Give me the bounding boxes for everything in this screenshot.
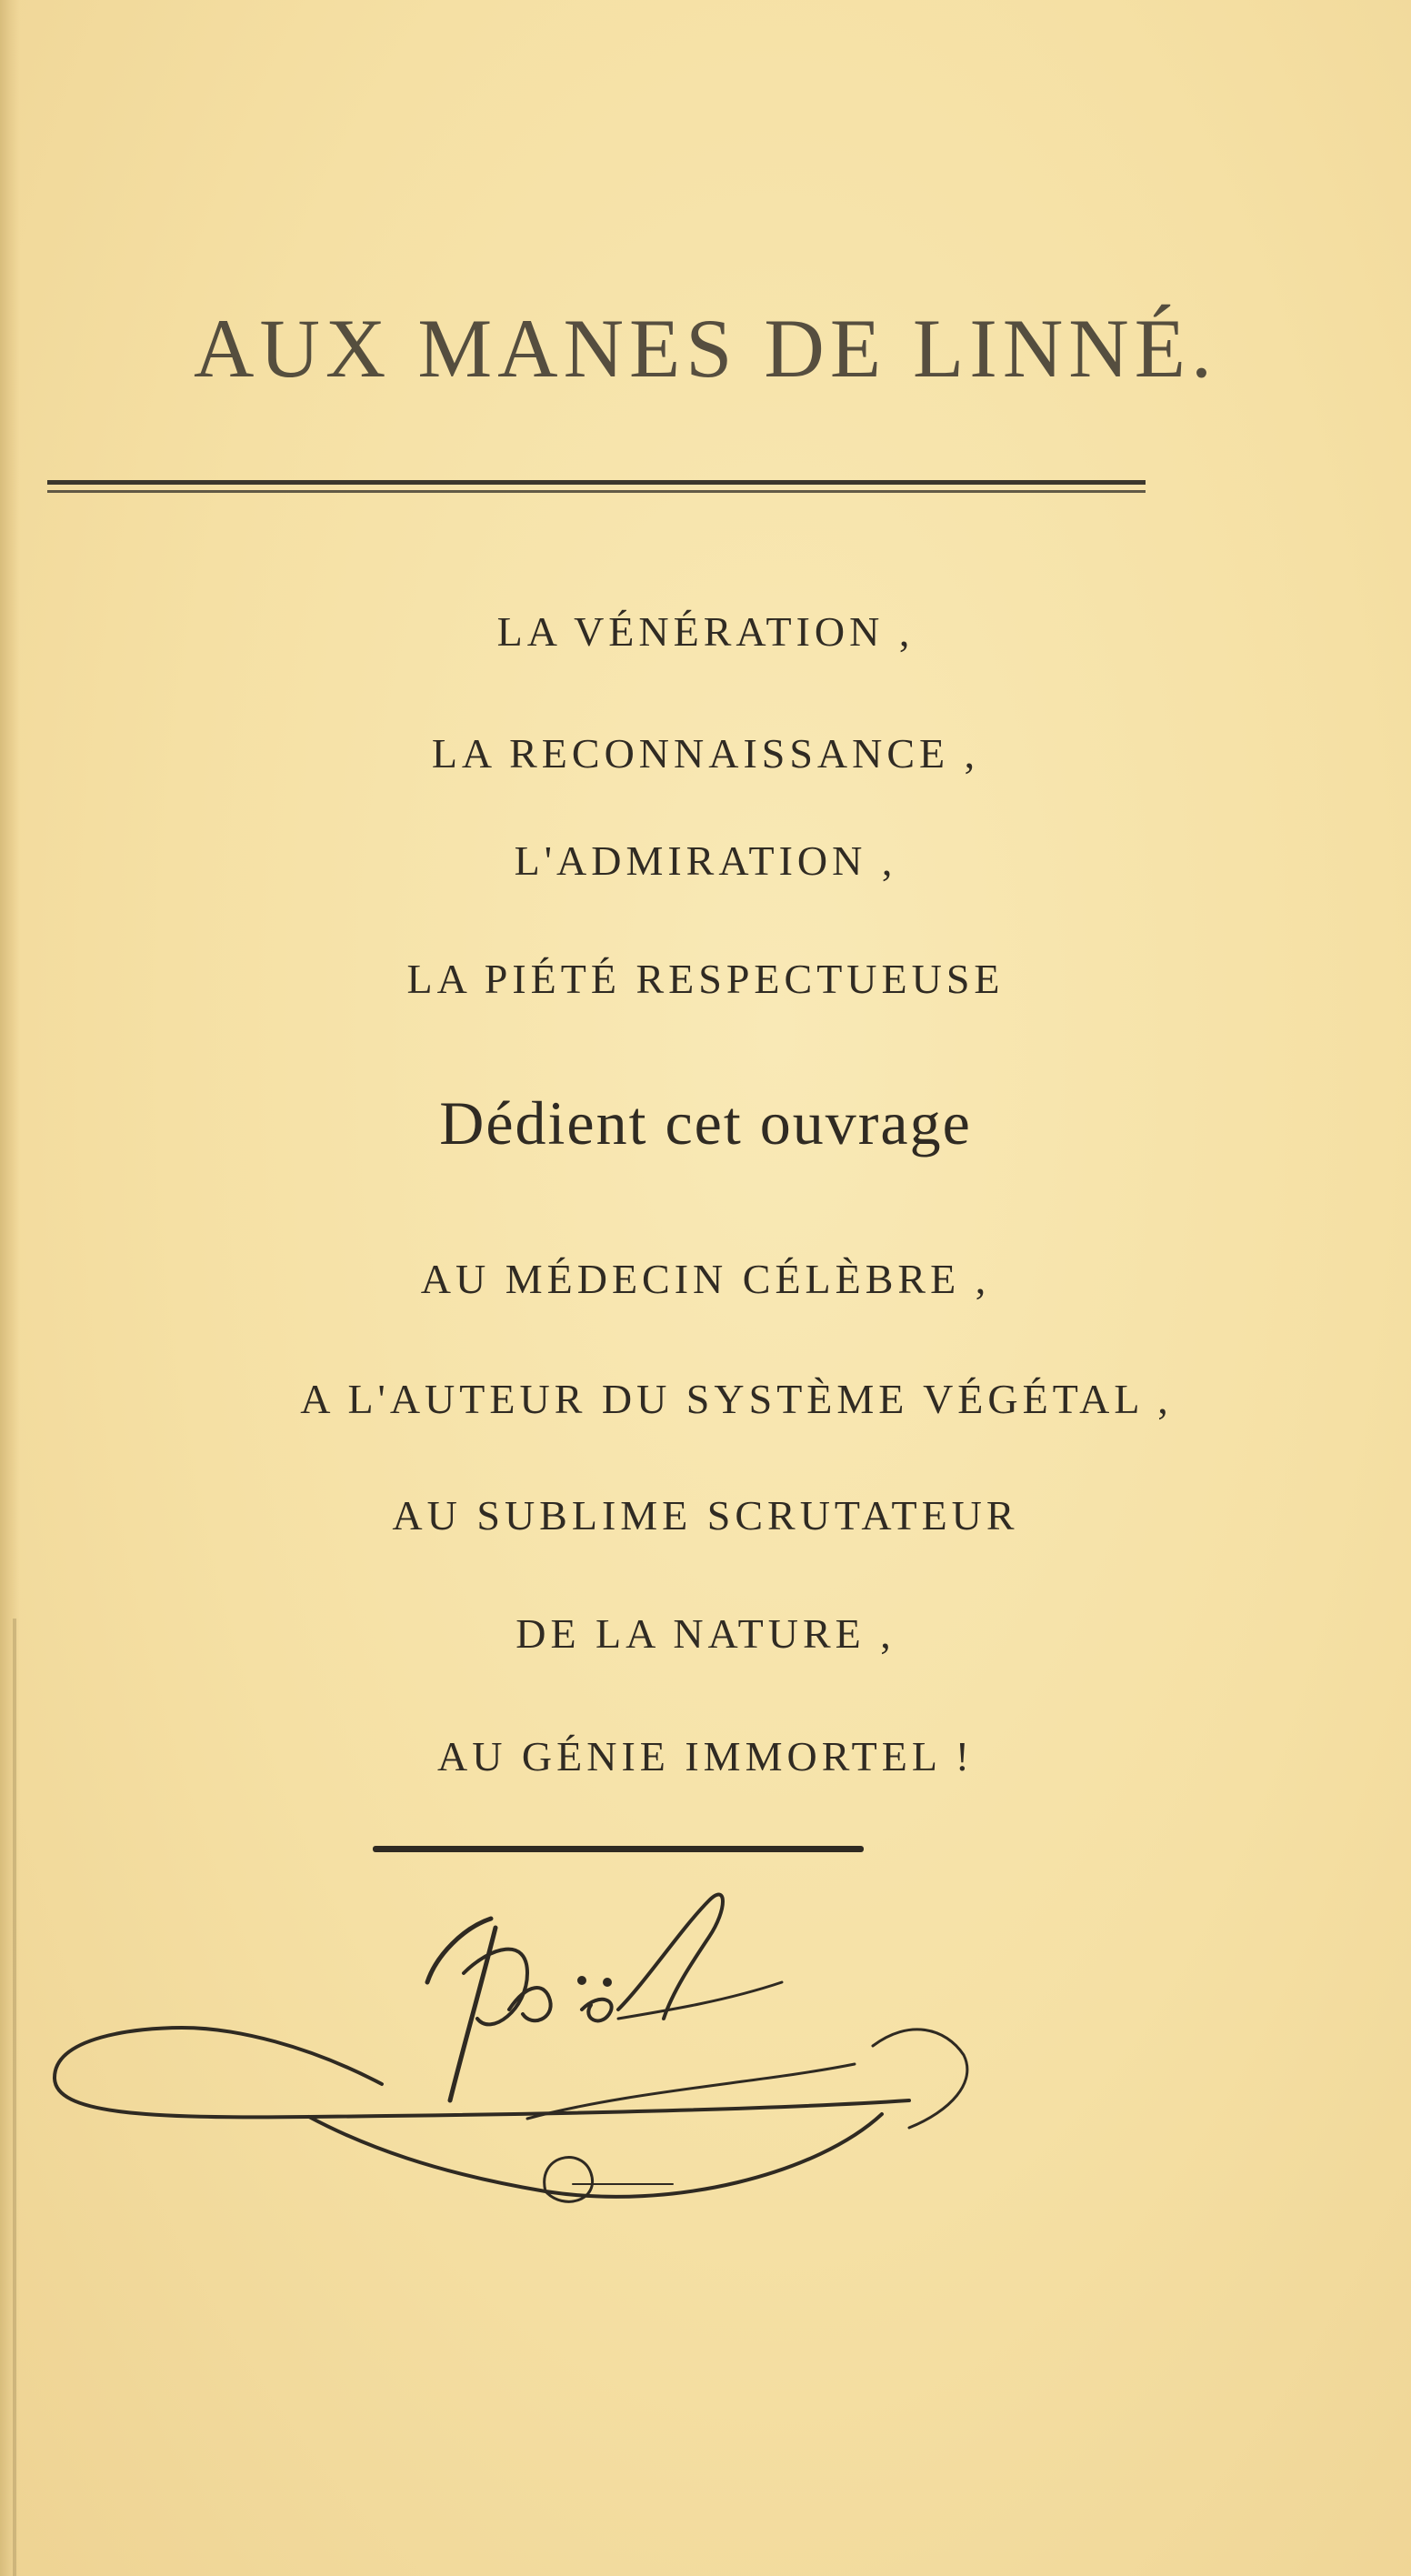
page-title: AUX MANES DE LINNÉ. [194,302,1217,395]
dedication-line-10: AU GÉNIE IMMORTEL ! [436,1733,975,1779]
double-rule [47,480,1146,496]
dedication-line-3: L'ADMIRATION , [514,837,897,884]
short-rule [373,1846,864,1852]
dedication-line-9: DE LA NATURE , [515,1610,896,1657]
dedication-line-5: Dédient cet ouvrage [439,1088,972,1158]
dedication-line-7: A L'AUTEUR DU SYSTÈME VÉGÉTAL , [300,1376,1173,1422]
dedication-line-2: LA RECONNAISSANCE , [431,730,980,777]
dedication-line-4: LA PIÉTÉ RESPECTUEUSE [406,956,1005,1002]
dedication-line-6: AU MÉDECIN CÉLÈBRE , [420,1256,991,1302]
dedication-line-8: AU SUBLIME SCRUTATEUR [392,1492,1019,1539]
dedication-line-1: LA VÉNÉRATION , [496,608,915,655]
signature-monogram [36,1873,1018,2237]
